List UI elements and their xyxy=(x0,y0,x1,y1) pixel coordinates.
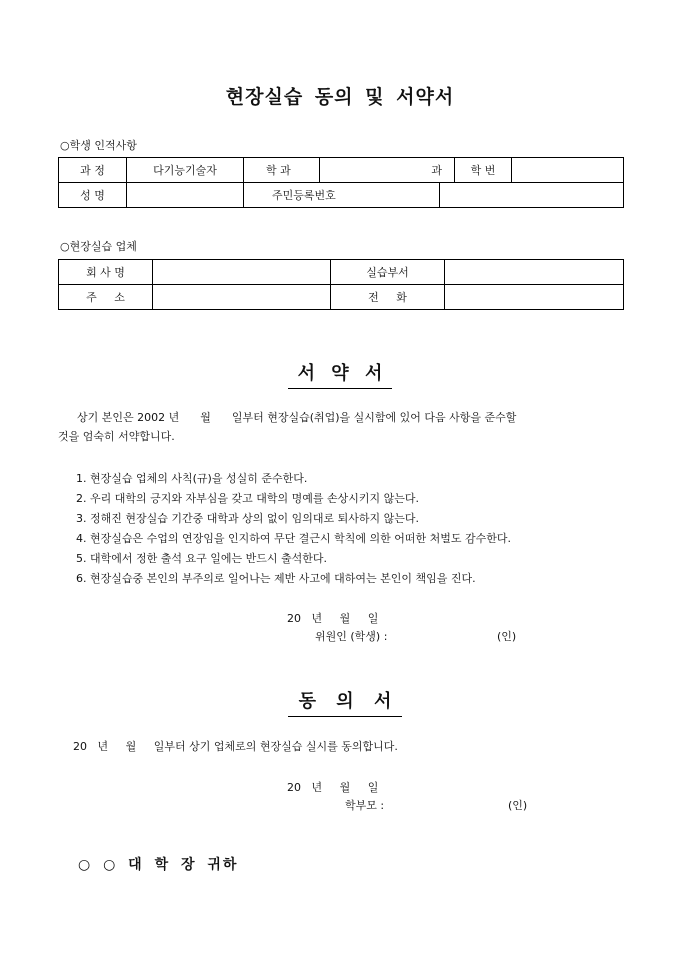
consent-text: 20 년 월 일부터 상기 업체로의 현장실습 실시를 동의합니다. xyxy=(73,740,398,753)
department-label: 학 과 xyxy=(244,158,320,183)
consent-date-line: 20 년 월 일 xyxy=(287,781,379,794)
addressee: ○ ○ 대 학 장 귀하 xyxy=(78,857,239,873)
student-section-label: ○학생 인적사항 xyxy=(60,139,137,152)
pledge-item: 3. 정해진 현장실습 기간중 대학과 상의 없이 임의대로 퇴사하지 않는다. xyxy=(76,512,419,525)
pledge-item: 6. 현장실습중 본인의 부주의로 일어나는 제반 사고에 대하여는 본인이 책임을 진다. xyxy=(76,572,476,585)
consent-heading: 동 의 서 xyxy=(288,687,402,717)
document-title: 현장실습 동의 및 서약서 xyxy=(225,86,455,108)
resident-number-field[interactable] xyxy=(440,183,624,208)
pledge-item: 5. 대학에서 정한 출석 요구 일에는 반드시 출석한다. xyxy=(76,552,327,565)
pledge-intro-line1: 상기 본인은 2002 년 월 일부터 현장실습(취업)을 실시함에 있어 다음 사항을 준수할 xyxy=(77,411,517,424)
address-label: 주 소 xyxy=(59,285,153,310)
phone-label: 전 화 xyxy=(331,285,445,310)
course-value: 다기능기술자 xyxy=(127,158,244,183)
pledge-signer-label: 위원인 (학생) : xyxy=(315,630,388,643)
company-section-label: ○현장실습 업체 xyxy=(60,240,137,253)
name-field[interactable] xyxy=(127,183,244,208)
company-name-label: 회 사 명 xyxy=(59,260,153,285)
student-info-table xyxy=(58,157,624,208)
course-label: 과 정 xyxy=(59,158,127,183)
pledge-item: 4. 현장실습은 수업의 연장임을 인지하여 무단 결근시 학칙에 의한 어떠한 처벌도 감수한다. xyxy=(76,532,511,545)
pledge-date-line: 20 년 월 일 xyxy=(287,612,379,625)
student-number-field[interactable] xyxy=(512,158,624,183)
training-dept-label: 실습부서 xyxy=(331,260,445,285)
pledge-seal: (인) xyxy=(497,630,517,643)
pledge-item: 2. 우리 대학의 긍지와 자부심을 갖고 대학의 명예를 손상시키지 않는다. xyxy=(76,492,419,505)
pledge-heading: 서 약 서 xyxy=(288,359,392,389)
student-number-label: 학 번 xyxy=(455,158,512,183)
department-field[interactable] xyxy=(320,158,455,183)
consent-signer-label: 학부모 : xyxy=(345,799,385,812)
company-name-field[interactable] xyxy=(153,260,331,285)
consent-seal: (인) xyxy=(508,799,528,812)
company-info-table xyxy=(58,259,624,310)
resident-number-label: 주민등록번호 xyxy=(244,183,440,208)
name-label: 성 명 xyxy=(59,183,127,208)
department-suffix: 과 xyxy=(431,164,443,177)
phone-field[interactable] xyxy=(445,285,624,310)
pledge-item: 1. 현장실습 업체의 사칙(규)을 성실히 준수한다. xyxy=(76,472,308,485)
address-field[interactable] xyxy=(153,285,331,310)
training-dept-field[interactable] xyxy=(445,260,624,285)
pledge-intro-line2: 것을 엄숙히 서약합니다. xyxy=(58,430,175,443)
